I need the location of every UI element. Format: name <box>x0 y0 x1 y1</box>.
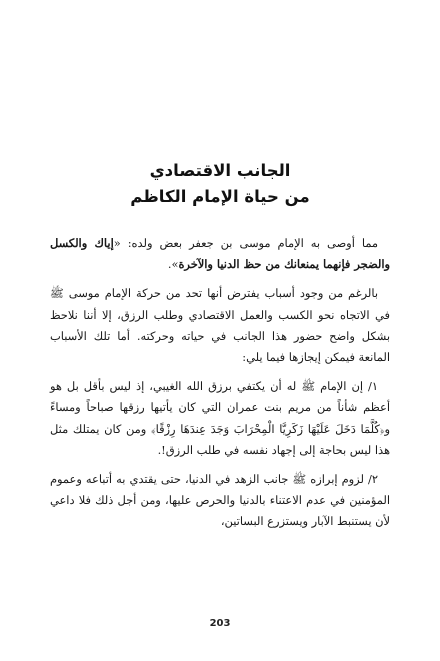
paragraph-3-after: ومن كان يمتلك مثل هذا ليس بحاجة إلى إجهاد نفسه في طلب الرزق!. <box>50 421 390 457</box>
paragraph-3-before: ١/ إن الإمام ﷺ له أن يكتفي برزق الله الغيبي، إذ ليس بأقل بل هو أعظم شأناً من مريم بنت عمران التي كان يأتيها رزقها صباحاً ومساءً و <box>50 379 390 436</box>
paragraph-2: بالرغم من وجود أسباب يفترض أنها تحد من حركة الإمام موسى ﷺ في الاتجاه نحو الكسب والعمل الاقتصادي وطلب الرزق، إلا أننا نلاحظ بشكل واضح حضور هذا الجانب في حياته وحركته. أما تلك الأسباب المانعة فيمكن إيجازها فيما يلي: <box>50 286 390 365</box>
paragraph-1-quote: إياك والكسل والضجر فإنهما يمنعانك من حظ الدنيا والآخرة <box>50 236 390 272</box>
paragraph-3 <box>50 376 390 461</box>
chapter-title-line-2: من حياة الإمام الكاظم <box>130 187 310 206</box>
body-text <box>50 233 390 541</box>
chapter-title-line-1: الجانب الاقتصادي <box>149 161 291 180</box>
paragraph-1-end: ». <box>167 257 179 272</box>
paragraph-4: ٢/ لزوم إبرازه ﷺ جانب الزهد في الدنيا، حتى يقتدي به أتباعه وعموم المؤمنين في عدم الاعتناء بالدنيا والحرص عليها، ومن أجل ذلك فلا داعي لأن يستنبط الآبار ويستزرع البساتين، <box>50 472 390 529</box>
paragraph-1 <box>50 233 390 275</box>
page-number: 203 <box>209 618 231 629</box>
chapter-title <box>40 158 400 210</box>
paragraph-1-text: مما أوصى به الإمام موسى بن جعفر بعض ولده: « <box>113 236 378 250</box>
paragraph-3-quran-verse: ﴿كُلَّمَا دَخَلَ عَلَيْهَا زَكَرِيَّا الْمِحْرَابَ وَجَدَ عِندَهَا رِزْقًا﴾ <box>150 421 385 436</box>
